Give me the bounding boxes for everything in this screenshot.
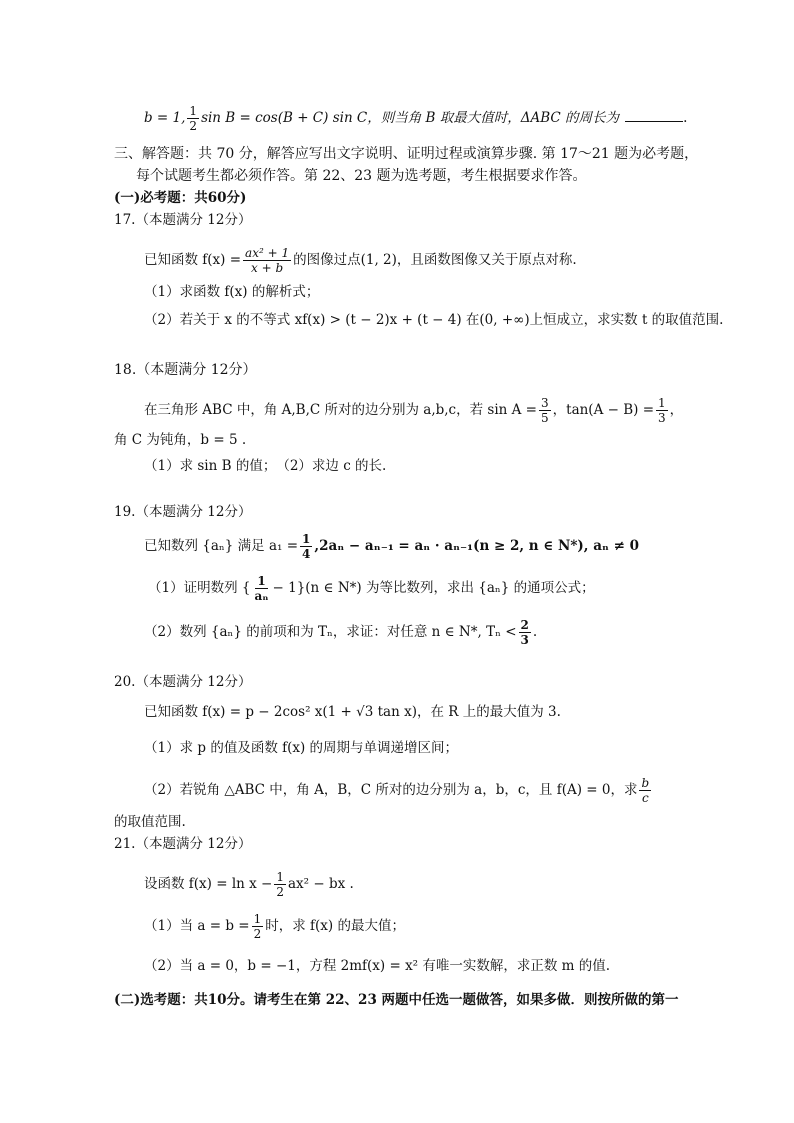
prev-question-tail: b = 1, $\frac{1}{2}$ sin B = cos(B + C) sin C，则当角 B 取最大值时，ΔABC 的周长为 . [144, 104, 688, 133]
fraction: $\frac{b}{c}$ [641, 776, 650, 805]
fraction: $\frac{1}{2}$ [253, 912, 262, 941]
q21-heading: 21.（本题满分 12分） [114, 836, 252, 852]
fraction: $\frac{1}{3}$ [658, 396, 666, 425]
q21-part1: （1）当 a = b = $\frac{1}{2}$ 时，求 f(x) 的最大值； [144, 912, 405, 941]
fraction: $\frac{1}{\text{aₙ}}$ [254, 574, 269, 603]
q21-stem: 设函数 f(x) = ln x − $\frac{1}{2}$ ax² − bx . [144, 870, 354, 899]
q17-part2: （2）若关于 x 的不等式 xf(x) > (t − 2)x + (t − 4) 在(0, +∞)上恒成立，求实数 t 的取值范围. [144, 312, 724, 328]
q20-part2-tail: 的取值范围. [114, 814, 186, 830]
fraction: $\frac{2}{3}$ [520, 618, 529, 647]
answer-blank [625, 109, 683, 122]
q19-heading: 19.（本题满分 12分） [114, 504, 252, 520]
q21-part2: （2）当 a = 0，b = −1，方程 2mf(x) = x² 有唯一实数解，求正数 m 的值. [144, 958, 611, 974]
q20-part1: （1）求 p 的值及函数 f(x) 的周期与单调递增区间； [144, 740, 459, 756]
q18-heading: 18.（本题满分 12分） [114, 362, 257, 378]
q18-stem-line2: 角 C 为钝角，b = 5 . [114, 432, 247, 448]
q20-stem: 已知函数 f(x) = p − 2cos² x(1 + √3 tan x)，在 R 上的最大值为 3. [144, 704, 561, 720]
fraction: $\frac{3}{5}$ [541, 396, 549, 425]
q20-part2: （2）若锐角 △ABC 中，角 A，B，C 所对的边分别为 a，b，c，且 f(A) = 0，求 $\frac{b}{c}$ [144, 776, 650, 805]
q17-heading: 17.（本题满分 12分） [114, 212, 252, 228]
fraction: $\frac{1}{2}$ [276, 870, 284, 899]
section-3-intro-line1: 三、解答题：共 70 分，解答应写出文字说明、证明过程或演算步骤. 第 17～21 题为必考题， [114, 146, 699, 162]
required-section-heading: (一)必考题：共60分) [114, 190, 247, 206]
q18-parts: （1）求 sin B 的值； （2）求边 c 的长. [144, 458, 387, 474]
q19-part2: （2）数列 {aₙ} 的前项和为 Tₙ，求证：对任意 n ∈ N*, Tₙ < $\frac{2}{3}$ . [144, 618, 538, 647]
q19-part1: （1）证明数列 { $\frac{1}{\text{aₙ}}$ − 1}(n ∈ N*) 为等比数列，求出 {aₙ} 的通项公式； [148, 574, 595, 603]
q18-stem: 在三角形 ABC 中，角 A,B,C 所对的边分别为 a,b,c，若 sin A = $\frac{3}{5}$ ，tan(A − B) = $\frac{1}{3}$ ， [144, 396, 684, 425]
q19-stem: 已知数列 {aₙ} 满足 a₁ = $\frac{1}{4}$ ,2aₙ − aₙ₋₁ = aₙ · aₙ₋₁(n ≥ 2, n ∈ N*), aₙ ≠ 0 [144, 532, 640, 561]
q17-stem: 已知函数 f(x) = $\frac{\text{ax² + 1}}{x + b}$ 的图像过点(1, 2)，且函数图像又关于原点对称. [144, 246, 577, 275]
fraction: $\frac{1}{4}$ [302, 532, 311, 561]
optional-section-heading: (二)选考题：共10分。请考生在第 22、23 两题中任选一题做答，如果多做．则按所做的第一 [114, 992, 679, 1008]
fraction: $\frac{\text{ax² + 1}}{x + b}$ [245, 246, 290, 275]
q17-part1: （1）求函数 f(x) 的解析式； [144, 284, 320, 300]
q20-heading: 20.（本题满分 12分） [114, 674, 252, 690]
section-3-intro-line2: 每个试题考生都必须作答。第 22、23 题为选考题，考生根据要求作答。 [136, 168, 587, 184]
fraction: $\frac{1}{2}$ [189, 104, 198, 133]
